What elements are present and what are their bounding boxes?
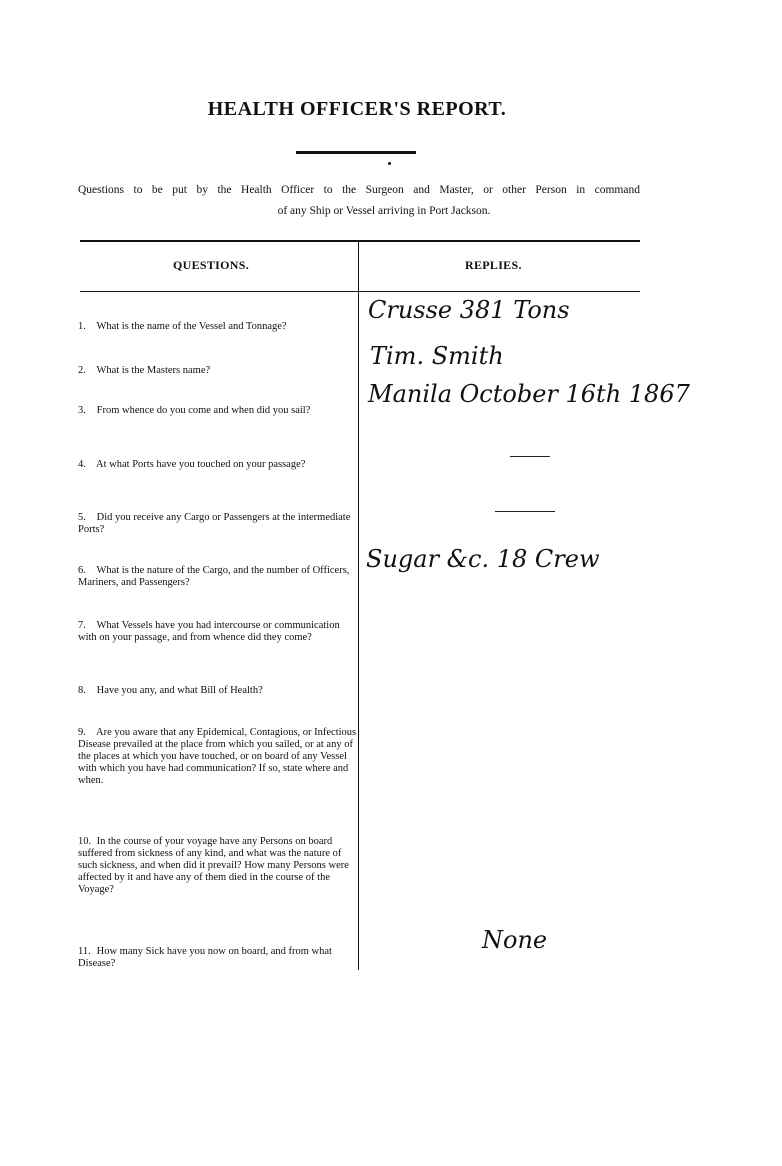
question-text: From whence do you come and when did you sail? <box>96 405 311 416</box>
question-text: What Vessels have you had intercourse or communication with on your passage, and from whence did they come? <box>78 620 340 643</box>
question-10 <box>78 836 358 896</box>
question-4 <box>78 459 358 471</box>
question-text: In the course of your voyage have any Persons on board suffered from sickness of any kind, and what was the nature of such sickness, and when did it prevail? How many Persons were affected by it and have any of them died in the course of the Voyage? <box>78 836 349 895</box>
question-number: 6. <box>78 565 86 576</box>
reply-6: Sugar &c. 18 Crew <box>366 545 600 573</box>
question-number: 5. <box>78 512 86 523</box>
question-11 <box>78 946 358 970</box>
question-number: 2. <box>78 365 86 376</box>
reply-5-dash <box>495 511 555 512</box>
question-number: 4. <box>78 459 86 470</box>
question-text: What is the Masters name? <box>96 365 211 376</box>
question-number: 1. <box>78 321 86 332</box>
column-divider <box>358 242 359 970</box>
question-7 <box>78 620 358 644</box>
question-text: Are you aware that any Epidemical, Contagious, or Infectious Disease prevailed at the place from which you sailed, or at any of the places at which you have touched, or on board of any Vessel with which you have had communication? If so, state where and when. <box>78 727 357 786</box>
replies-header: REPLIES. <box>465 258 522 272</box>
question-5 <box>78 512 358 536</box>
questions-header: QUESTIONS. <box>173 258 250 272</box>
question-2 <box>78 365 358 377</box>
subtitle <box>78 180 640 222</box>
title-dot <box>388 162 391 165</box>
question-text: Have you any, and what Bill of Health? <box>96 685 263 696</box>
question-text: What is the nature of the Cargo, and the number of Officers, Mariners, and Passengers? <box>78 565 350 588</box>
subtitle-line-1: Questions to be put by the Health Officer to the Surgeon and Master, or other Person in command <box>78 184 640 196</box>
question-text: Did you receive any Cargo or Passengers at the intermediate Ports? <box>78 512 351 535</box>
question-number: 9. <box>78 727 86 738</box>
question-9 <box>78 727 358 787</box>
question-number: 8. <box>78 685 86 696</box>
title-rule <box>296 151 416 154</box>
header-rule <box>80 291 640 292</box>
reply-2: Tim. Smith <box>370 342 504 370</box>
question-number: 7. <box>78 620 86 631</box>
reply-4-dash <box>510 456 550 457</box>
reply-1: Crusse 381 Tons <box>368 296 570 324</box>
table-top-rule <box>80 240 640 242</box>
question-8 <box>78 685 358 697</box>
question-number: 11. <box>78 946 91 957</box>
reply-3: Manila October 16th 1867 <box>368 380 690 408</box>
report-title: HEALTH OFFICER'S REPORT. <box>207 98 507 120</box>
question-number: 3. <box>78 405 86 416</box>
question-1 <box>78 321 358 333</box>
question-text: What is the name of the Vessel and Tonnage? <box>96 321 287 332</box>
question-number: 10. <box>78 836 92 847</box>
subtitle-line-2: of any Ship or Vessel arriving in Port Jackson. <box>277 205 491 217</box>
question-3 <box>78 405 358 417</box>
question-text: How many Sick have you now on board, and from what Disease? <box>78 946 332 969</box>
reply-11: None <box>482 926 548 954</box>
question-6 <box>78 565 358 589</box>
question-text: At what Ports have you touched on your passage? <box>96 459 306 470</box>
